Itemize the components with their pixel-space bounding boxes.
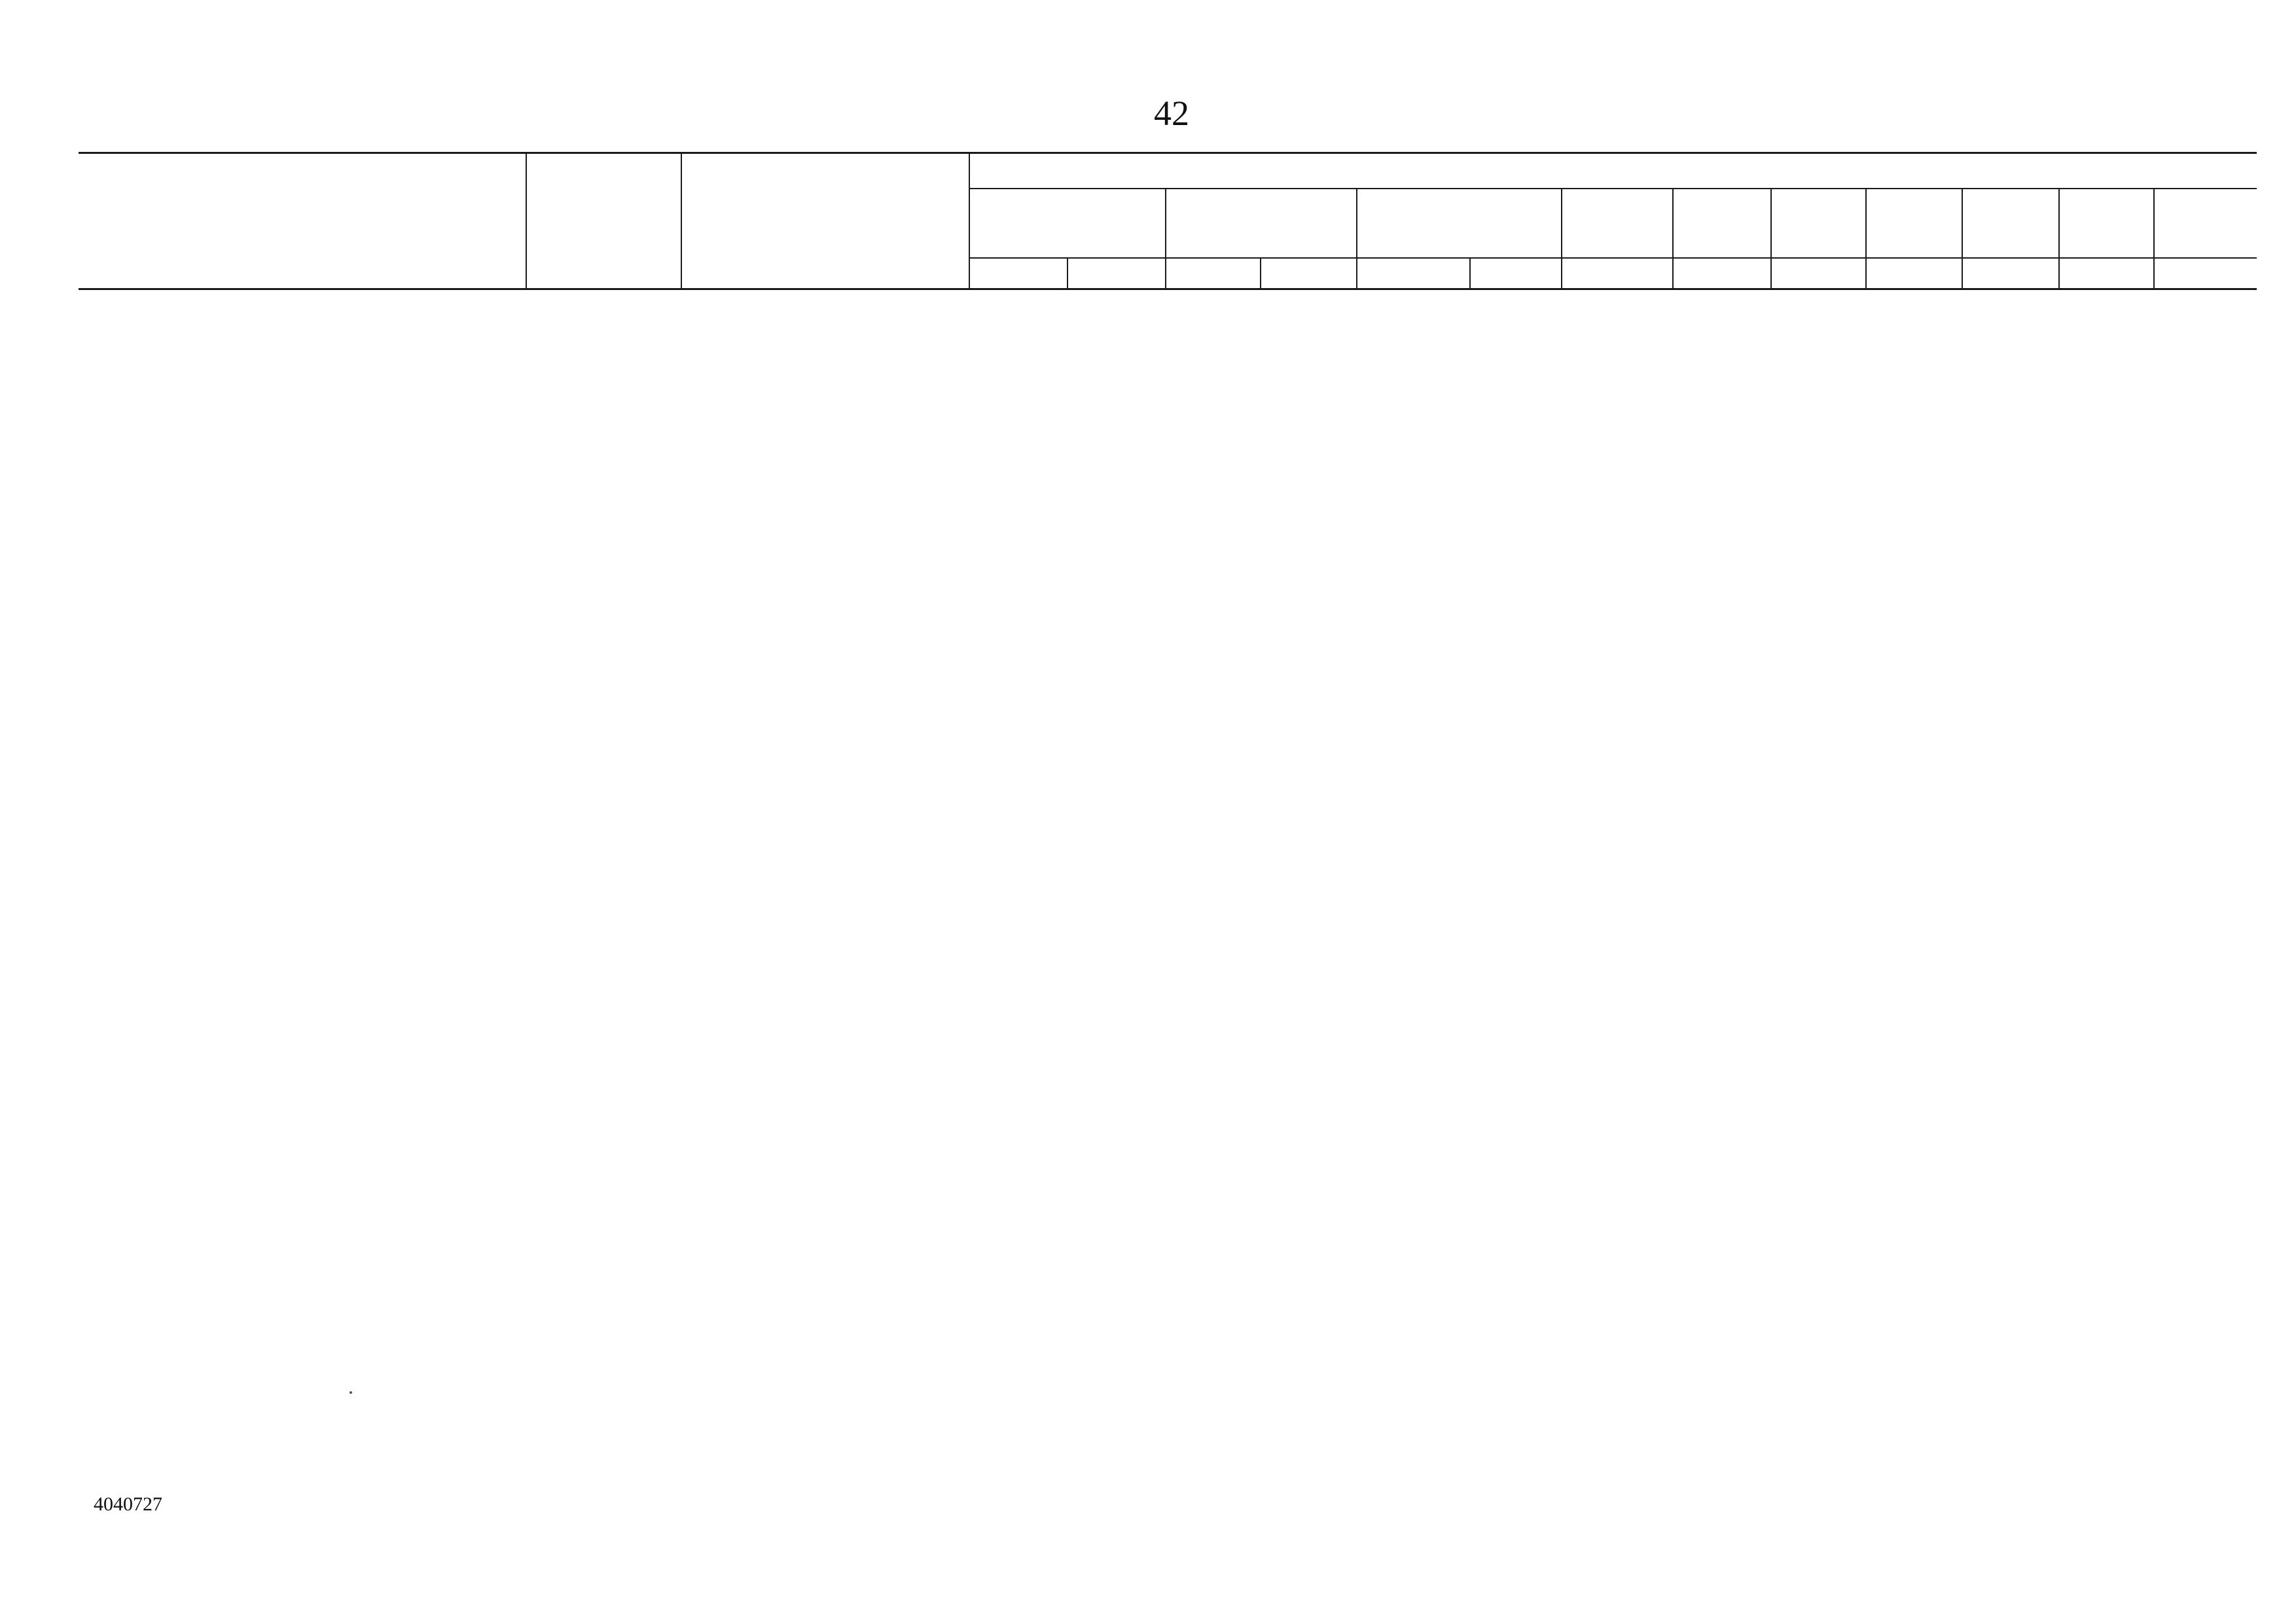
subheader-row-rule bbox=[969, 257, 2257, 259]
year-divider bbox=[1672, 188, 1674, 288]
header-bottom-rule bbox=[79, 288, 2257, 290]
header-column-divider-1 bbox=[526, 152, 527, 288]
header-column-divider-3 bbox=[969, 152, 970, 288]
year-divider bbox=[1356, 188, 1357, 288]
years-row-rule bbox=[969, 188, 2257, 189]
year-divider bbox=[1561, 188, 1562, 288]
year-divider bbox=[1165, 188, 1166, 288]
plan-fact-divider bbox=[1469, 257, 1471, 288]
header-column-divider-2 bbox=[681, 152, 682, 288]
plan-fact-divider bbox=[1067, 257, 1068, 288]
year-divider bbox=[2153, 188, 2155, 288]
year-divider bbox=[1962, 188, 1963, 288]
year-divider bbox=[1770, 188, 1772, 288]
year-divider bbox=[1865, 188, 1867, 288]
table-top-rule bbox=[79, 152, 2257, 154]
document-code: 4040727 bbox=[94, 1493, 162, 1515]
year-divider bbox=[2058, 188, 2060, 288]
page-number: 42 bbox=[1154, 94, 1189, 133]
plan-fact-divider bbox=[1260, 257, 1261, 288]
scan-speck bbox=[350, 1391, 352, 1394]
